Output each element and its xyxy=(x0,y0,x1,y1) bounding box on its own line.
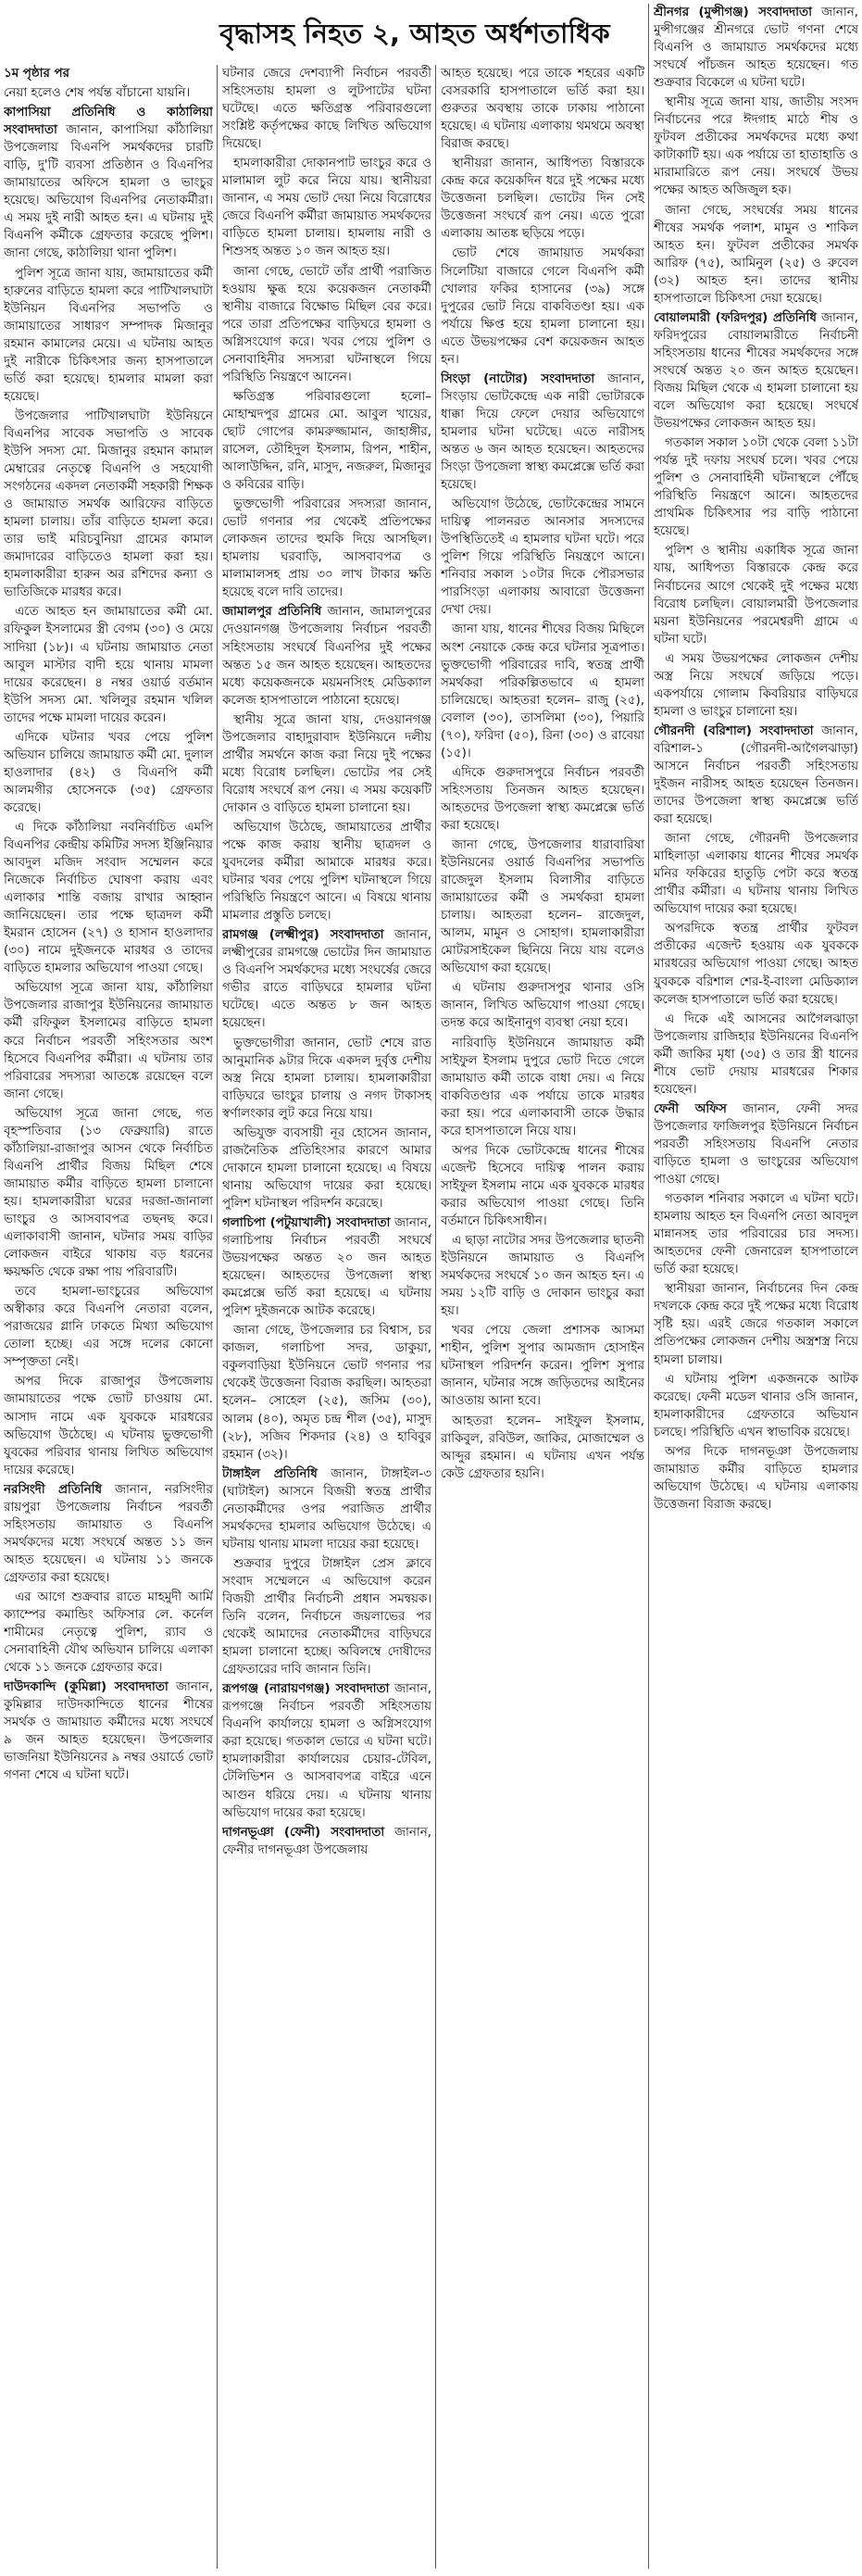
paragraph: অপর দিকে রাজাপুর উপজেলায় জামায়াতের পক্ষে ভোট চাওয়ায় মো. আসাদ নামে এক যুবককে মারধরের অভিযোগ উঠেছে। এ ঘটনায় ভুক্তভোগী যুবকের পরিবার থানায় লিখিত অভিযোগ দায়ের করেছে। xyxy=(4,1375,213,1477)
dateline-paragraph xyxy=(222,926,431,1032)
dateline: দাগনভূঞা (ফেনী) সংবাদদাতা xyxy=(222,1825,385,1840)
dateline-paragraph xyxy=(222,1680,431,1821)
paragraph: হামলাকারীরা দোকানপাট ভাংচুর করে ও মালামাল লুট করে নিয়ে যায়। স্থানীয়রা জানান, এ সময় ভোট দেয়া নিয়ে বিরোধের জেরে বিএনপি কর্মীরা জামায়াত সমর্থকদের বাড়িতে হামলা চালায়। হামলায় নারী ও শিশুসহ অন্তত ১০ জন আহত হয়। xyxy=(222,157,431,259)
dateline: শ্রীনগর (মুন্সীগঞ্জ) সংবাদদাতা xyxy=(654,6,812,19)
paragraph-text: জানান, টাঙ্গাইল-৩ (ঘাটাইল) আসনে বিজয়ী স্বতন্ত্র প্রার্থীর নেতাকর্মীদের ওপর পরাজিত প্রার্থীর সমর্থকদের হামলার অভিযোগ উঠেছে। এ ঘটনায় থানায় মামলা দায়ের করা হয়েছে। xyxy=(222,1466,431,1552)
paragraph: এদিকে গুরুদাসপুরে নির্বাচন পরবর্তী সহিংসতায় তিনজন আহত হয়েছেন। আহতদের উপজেলা স্বাস্থ্য কমপ্লেক্সে ভর্তি করা হয়েছে। xyxy=(441,765,644,833)
dateline: নরসিংদী প্রতিনিধি xyxy=(4,1482,103,1497)
dateline-paragraph xyxy=(441,371,644,494)
paragraph: জানা গেছে, উপজেলার চর বিশ্বাস, চর কাজল, গলাচিপা সদর, ডাকুয়া, বকুলবাড়িয়া ইউনিয়নে ভোট গণনার পর থেকেই উত্তেজনা বিরাজ করছিল। আহতরা হলেন– সোহেল (২৫), জসিম (৩০), আলম (৪০), অমৃত চন্দ্র শীল (৩৫), মাসুদ (২৮), সজিব শিকদার (২৪) ও হাবিবুর রহমান (৩২)। xyxy=(222,1324,431,1462)
article-column-1 xyxy=(4,65,213,2570)
paragraph: ভুক্তভোগী পরিবারের সদস্যরা জানান, ভোট গণনার পর থেকেই প্রতিপক্ষের লোকজন তাদের হুমকি দিয়ে আসছিল। হামলায় ঘরবাড়ি, আসবাবপত্র ও মালামালসহ প্রায় ৩০ লাখ টাকার ক্ষতি হয়েছে বলে দাবি তাদের। xyxy=(222,497,431,600)
dateline: জামালপুর প্রতিনিধি xyxy=(222,605,322,620)
dateline-paragraph xyxy=(222,1214,431,1320)
paragraph-text: জানান, কাপাসিয়া কাঁঠালিয়া উপজেলায় বিএনপি সমর্থকদের চারটি বাড়ি, দু'টি ব্যবসা প্রতিষ্ঠান ও বিএনপির জামায়াতের অফিসে হামলা ও ভাংচুর হয়েছে। অভিযোগ বিএনপির নেতাকর্মীরা। এ সময় দুই নারী আহত হন। এ ঘটনায় দুই বিএনপি কর্মীকে গ্রেফতার করেছে পুলিশ। জানা গেছে, কাঠালিয়া থানা পুলিশ। xyxy=(4,123,213,261)
paragraph: এতে আহত হন জামায়াতের কর্মী মো. রফিকুল ইসলামের স্ত্রী বেগম (৩০) ও মেয়ে সাদিয়া (১৮)। এ ঘটনায় জামায়াত নেতা আবুল মাস্টার বাদী হয়ে থানায় মামলা দায়ের করেছেন। ৪ নম্বর ওয়ার্ড বর্তমান ইউপি সদস্য মো. খলিলুর রহমান খলিল তাদের পক্ষে মামলা দায়ের করেন। xyxy=(4,605,213,725)
paragraph: পুলিশ সূত্রে জানা যায়, জামায়াতের কর্মী হারুনের বাড়িতে হামলা করে পাটিখালঘাটা ইউনিয়ন বিএনপির সভাপতি ও জামায়াতের সাধারণ সম্পাদক মিজানুর রহমান কামালের মেয়ে। এ ঘটনায় আহত দুই নারীকে চিকিৎসার জন্য হাসপাতালে ভর্তি করা হয়েছে। হামলার মামলা করা হয়েছে। xyxy=(4,266,213,404)
paragraph-text: জানান, ফরিদপুরের বোয়ালমারীতে নির্বাচনী সহিংসতায় ধানের শীষের সমর্থকদের সঙ্গে সংঘর্ষে অন্তত ২০ জন আহত হয়েছেন। বিজয় মিছিল থেকে এ হামলা চালানো হয় বলে অভিযোগ করা হয়েছে। সংঘর্ষে উভয়পক্ষের লোকজন আহত হয়। xyxy=(654,310,858,432)
paragraph: জানা যায়, ধানের শীষের বিজয় মিছিলে অংশ নেয়াকে কেন্দ্র করে ঘটনার সূত্রপাত। ভুক্তভোগী পরিবারের দাবি, স্বতন্ত্র প্রার্থী সমর্থকরা পরিকল্পিতভাবে এ হামলা চালিয়েছে। আহতরা হলেন– রাজু (২৫), বেলাল (৩০), তাসলিমা (৩০), পিয়ারি (৭০), ফরিদা (৫০), রিনা (৩০) ও রাবেয়া (১৫)। xyxy=(441,622,644,760)
dateline: দাউদকান্দি (কুমিল্লা) সংবাদদাতা xyxy=(4,1680,169,1695)
paragraph: স্থানীয়রা জানান, আধিপত্য বিস্তারকে কেন্দ্র করে কয়েকদিন ধরে দুই পক্ষের মধ্যে উত্তেজনা চলছিল। ভোটের দিন সেই উত্তেজনা সংঘর্ষে রূপ নেয়। এতে পুরো এলাকায় আতঙ্ক ছড়িয়ে পড়ে। xyxy=(441,157,644,242)
paragraph-text: জানান, কুমিল্লার দাউদকান্দিতে ধানের শীষের সমর্থক ও জামায়াত কর্মীদের মধ্যে সংঘর্ষে ৯ জন আহত হয়েছেন। উপজেলার ভাজনিয়া ইউনিয়নের ৯ নম্বর ওয়ার্ডে ভোট গণনা শেষে এ ঘটনা ঘটে। xyxy=(4,1680,213,1783)
dateline-paragraph xyxy=(654,1100,858,1188)
paragraph-text: জানান, ফেনী সদর উপজেলার ফাজিলপুর ইউনিয়নে নির্বাচন পরবর্তী সহিংসতায় বিএনপি নেতার বাড়িতে হামলা ও ভাংচুরের অভিযোগ পাওয়া গেছে। xyxy=(654,1101,858,1187)
paragraph-text: জানান, নরসিংদীর রায়পুরা উপজেলায় নির্বাচন পরবর্তী সহিংসতায় জামায়াত ও বিএনপি সমর্থকদের মধ্যে সংঘর্ষে অন্তত ১১ জন আহত হয়েছেন। এ ঘটনায় ১১ জনকে গ্রেফতার করা হয়েছে। xyxy=(4,1482,213,1585)
article-column-2 xyxy=(222,65,431,2570)
dateline: কাপাসিয়া প্রতিনিধি ও কাঠালিয়া সংবাদদাতা xyxy=(4,106,213,138)
paragraph-text: জানান, সিংড়ায় ভোটকেন্দ্রে এক নারী ভোটারকে ধাক্কা দিয়ে ফেলে দেয়ার অভিযোগে হামলার ঘটনা ঘটেছে। এতে নারীসহ অন্তত ৬ জন আহত হয়েছেন। আহতদের সিংড়া উপজেলা স্বাস্থ্য কমপ্লেক্সে ভর্তি করা হয়েছে। xyxy=(441,371,644,493)
paragraph: ভুক্তভোগীরা জানান, ভোট শেষে রাত আনুমানিক ৯টার দিকে একদল দুর্বৃত্ত দেশীয় অস্ত্র নিয়ে হামলা চালায়। হামলাকারীরা বাড়িঘরে ভাংচুর চালায় ও নগদ টাকাসহ স্বর্ণালংকার লুট করে নিয়ে যায়। xyxy=(222,1036,431,1121)
paragraph: এ সময় উভয়পক্ষের লোকজন দেশীয় অস্ত্র নিয়ে সংঘর্ষে জড়িয়ে পড়ে। একপর্যায়ে গোলাম কিবরিয়ার বাড়িঘরে হামলা ও ভাংচুর চালানো হয়। xyxy=(654,651,858,719)
headline: বৃদ্ধাসহ নিহত ২, আহত অর্ধশতাধিক xyxy=(219,18,610,49)
dateline: বোয়ালমারী (ফরিদপুর) প্রতিনিধি xyxy=(654,310,817,325)
paragraph: জানা গেছে, ভোটে তাঁর প্রার্থী পরাজিত হওয়ায় ক্ষুব্ধ হয়ে কয়েকজন নেতাকর্মী স্থানীয় বাজারে বিক্ষোভ মিছিল বের করে। পরে তারা প্রতিপক্ষের বাড়িঘরে হামলা ও অগ্নিসংযোগ করে। খবর পেয়ে পুলিশ ও সেনাবাহিনীর সদস্যরা ঘটনাস্থলে গিয়ে পরিস্থিতি নিয়ন্ত্রণে আনেন। xyxy=(222,264,431,384)
paragraph: ভোট শেষে জামায়াত সমর্থকরা সিলেটিয়া বাজারে গেলে বিএনপি কর্মী খোলার ফকির হাসানের (৩৯) সঙ্গে দুপুরের ভোট নিয়ে বাকবিতণ্ডা হয়। এক পর্যায়ে ক্ষিপ্ত হয়ে হামলা চালানো হয়। এতে উভয়পক্ষের বেশ কয়েকজন আহত হন। xyxy=(441,246,644,367)
paragraph: এ ঘটনায় গুরুদাসপুর থানার ওসি জানান, লিখিত অভিযোগ পাওয়া গেছে। তদন্ত করে আইনানুগ ব্যবস্থা নেয়া হবে। xyxy=(441,981,644,1031)
paragraph: আহত হয়েছে। পরে তাকে শহরের একটি বেসরকারি হাসপাতালে ভর্তি করা হয়। গুরুতর অবস্থায় তাকে ঢাকায় পাঠানো হয়েছে। এ ঘটনায় এলাকায় থমথমে অবস্থা বিরাজ করছে। xyxy=(441,67,644,152)
paragraph: জানা গেছে, উপজেলার ধারাবারিষা ইউনিয়নের ওয়ার্ড বিএনপির সভাপতি রাজেদুল ইসলাম বিলাসীর বাড়িতে জামায়াতের কর্মী ও সমর্থকরা হামলা চালায়। আহতরা হলেন– রাজেদুল, আলম, মামুন ও সোহাগ। হামলাকারীরা মোটরসাইকেল ছিনিয়ে নিয়ে যায় বলেও অভিযোগ করা হয়েছে। xyxy=(441,838,644,976)
paragraph: অপর দিকে দাগনভূঞা উপজেলায় জামায়াত কর্মীর বাড়িতে হামলার অভিযোগ উঠেছে। এ ঘটনায় এলাকায় উত্তেজনা বিরাজ করছে। xyxy=(654,1444,858,1512)
paragraph: নারিবাড়ি ইউনিয়নে জামায়াত কর্মী সাইফুল ইসলাম দুপুরে ভোট দিতে গেলে জামায়াত কর্মী তাকে বাধা দেয়। এ নিয়ে বাকবিতণ্ডার এক পর্যায়ে তাকে মারধর করা হয়। পরে এলাকাবাসী তাকে উদ্ধার করে হাসপাতালে নিয়ে যায়। xyxy=(441,1036,644,1138)
continuation-label: ১ম পৃষ্ঠার পর xyxy=(4,67,69,81)
paragraph: শুক্রবার দুপুরে টাঙ্গাইল প্রেস ক্লাবে সংবাদ সম্মেলনে এ অভিযোগ করেন বিজয়ী প্রার্থীর নির্বাচনী প্রধান সমন্বয়ক। তিনি বলেন, নির্বাচনে জয়লাভের পর থেকেই আমাদের নেতাকর্মীদের বাড়িঘরে হামলা চালানো হচ্ছে। অবিলম্বে দোষীদের গ্রেফতারের দাবি জানান তিনি। xyxy=(222,1556,431,1678)
paragraph: অভিযোগ উঠেছে, ভোটকেন্দ্রের সামনে দায়িত্ব পালনরত আনসার সদস্যদের উপস্থিতিতেই এ হামলার ঘটনা ঘটে। পরে পুলিশ গিয়ে পরিস্থিতি নিয়ন্ত্রণে আনে। শনিবার সকাল ১০টার দিকে পৌরসভার পারসিংড়া এলাকায় আবারো উত্তেজনা দেখা দেয়। xyxy=(441,497,644,618)
paragraph: এ ছাড়া নাটোর সদর উপজেলার ছাতনী ইউনিয়নে জামায়াত ও বিএনপি সমর্থকদের সংঘর্ষে ১০ জন আহত হন। এ সময় ১২টি বাড়ি ও দোকান ভাংচুর করা হয়। xyxy=(441,1234,644,1319)
paragraph: জানা গেছে, গৌরনদী উপজেলার মাহিলাড়া এলাকায় ধানের শীষের সমর্থক মনির ফকিরের হাতুড়ি পেটা করে স্বতন্ত্র প্রার্থীর কর্মীরা। এ ঘটনায় থানায় লিখিত অভিযোগ দায়ের করা হয়েছে। xyxy=(654,832,858,917)
dateline: গলাচিপা (পটুয়াখালী) সংবাদদাতা xyxy=(222,1216,391,1230)
paragraph: অপরদিকে স্বতন্ত্র প্রার্থীর ফুটবল প্রতীকের এজেন্ট হওয়ায় এক যুবককে মারধরের অভিযোগ পাওয়া গেছে। আহত যুবককে বরিশাল শের-ই-বাংলা মেডিক্যাল কলেজ হাসপাতালে ভর্তি করা হয়েছে। xyxy=(654,922,858,1007)
paragraph: এ দিকে এই আসনের আগৈলঝাড়া উপজেলায় রাজিহার ইউনিয়নের বিএনপি কর্মী জাকির মৃধা (৩৫) ও তার স্ত্রী ধানের শীষে ভোট দেয়ায় মারধরের শিকার হয়েছেন। xyxy=(654,1012,858,1097)
dateline: রূপগঞ্জ (নারায়ণগঞ্জ) সংবাদদাতা xyxy=(222,1682,390,1697)
paragraph: এ ঘটনায় পুলিশ একজনকে আটক করেছে। ফেনী মডেল থানার ওসি জানান, হামলাকারীদের গ্রেফতারে অভিযান চলছে। পরিস্থিতি এখন স্বাভাবিক রয়েছে। xyxy=(654,1372,858,1439)
article-column-3 xyxy=(441,65,644,2570)
dateline: সিংড়া (নাটোর) সংবাদদাতা xyxy=(441,371,595,386)
dateline: ফেনী অফিস xyxy=(654,1101,727,1116)
paragraph: উপজেলার পাটিখালঘাটা ইউনিয়নে বিএনপির সাবেক সভাপতি ও সাবেক ইউপি সদস্য মো. মিজানুর রহমান কামাল মেম্বারের নেতৃত্বে বিএনপি ও সহযোগী সংগঠনের একদল নেতাকর্মী সহকারী শিক্ষক ও জামায়াত সমর্থক আরিফের বাড়িতে হামলা চালায়। তাঁর বাড়িতে হামলা করে। তার ভাই মরিচবুনিয়া গ্রামের কামাল জমাদারের বাড়িতেও হামলা করা হয়। হামলাকারীরা হারুন অর রশিদের কন্যা ও ভাতিজিকে মারধর করে। xyxy=(4,408,213,600)
paragraph: গতকাল শনিবার সকালে এ ঘটনা ঘটে। হামলায় আহত হন বিএনপি নেতা আবদুল মান্নানসহ তার পরিবারের চার সদস্য। আহতদের ফেনী জেনারেল হাসপাতালে ভর্তি করা হয়েছে। xyxy=(654,1192,858,1277)
dateline-paragraph xyxy=(654,4,858,92)
paragraph: নেয়া হলেও শেষ পর্যন্ত বাঁচানো যায়নি। xyxy=(4,86,191,101)
paragraph-text: জানান, জামালপুরের দেওয়ানগঞ্জ উপজেলায় নির্বাচন পরবর্তী সহিংসতায় সংঘর্ষে বিএনপির দুই পক্ষের অন্তত ১৫ জন আহত হয়েছেন। আহতদের মধ্যে কয়েকজনকে ময়মনসিংহ মেডিক্যাল কলেজ হাসপাতালে পাঠানো হয়েছে। xyxy=(222,605,431,708)
paragraph: স্থানীয়রা জানান, নির্বাচনের দিন কেন্দ্র দখলকে কেন্দ্র করে দুই পক্ষের মধ্যে বিরোধ সৃষ্টি হয়। এরই জেরে গতকাল সকালে প্রতিপক্ষের লোকজন দেশীয় অস্ত্রশস্ত্র নিয়ে হামলা চালায়। xyxy=(654,1282,858,1367)
paragraph: পুলিশ ও স্থানীয় একাধিক সূত্রে জানা যায়, আধিপত্য বিস্তারকে কেন্দ্র করে নির্বাচনের আগে থেকেই দুই পক্ষের মধ্যে বিরোধ চলছিল। বোয়ালমারী উপজেলার ময়না ইউনিয়নের পরমেশ্বরদী গ্রামে এ ঘটনা ঘটে। xyxy=(654,544,858,647)
paragraph: অপর দিকে ভোটকেন্দ্রে ধানের শীষের এজেন্ট হিসেবে দায়িত্ব পালন করায় সাইফুল ইসলাম নামে এক যুবককে মারধর করার অভিযোগ পাওয়া গেছে। তিনি বর্তমানে চিকিৎসাধীন। xyxy=(441,1143,644,1228)
column-rule xyxy=(217,65,218,2569)
paragraph: স্থানীয় সূত্রে জানা যায়, দেওয়ানগঞ্জ উপজেলার বাহাদুরাবাদ ইউনিয়নে দলীয় প্রার্থীর সমর্থনে কাজ করা নিয়ে দুই পক্ষের মধ্যে বিরোধ চলছিল। ভোটের পর সেই বিরোধ সংঘর্ষে রূপ নেয়। এ সময় কয়েকটি দোকান ও বাড়িতে হামলা চালানো হয়। xyxy=(222,712,431,815)
column-rule xyxy=(648,4,649,2569)
dateline-paragraph xyxy=(222,1465,431,1553)
paragraph-text: জানান, বরিশাল-১ (গৌরনদী-আগৈলঝাড়া) আসনে নির্বাচন পরবর্তী সহিংসতায় দুইজন নারীসহ আহত হয়েছেন তিনজন। তাদের উপজেলা স্বাস্থ্য কমপ্লেক্সে ভর্তি করা হয়েছে। xyxy=(654,723,858,827)
paragraph: গতকাল সকাল ১০টা থেকে বেলা ১১টা পর্যন্ত দুই দফায় সংঘর্ষ চলে। খবর পেয়ে পুলিশ ও সেনাবাহিনী ঘটনাস্থলে পৌঁছে পরিস্থিতি নিয়ন্ত্রণে আনে। আহতদের প্রাথমিক চিকিৎসার পর বাড়ি পাঠানো হয়েছে। xyxy=(654,436,858,539)
paragraph: অভিযোগ সূত্রে জানা যায়, কাঁঠালিয়া উপজেলার রাজাপুর ইউনিয়নের জামায়াত কর্মী রফিকুল ইসলামের বাড়িতে হামলা করে নির্বাচন পরবর্তী সহিংসতার অংশ হিসেবে বিএনপির কর্মীরা। এ ঘটনায় তার পরিবারের সদস্যরা আতঙ্কে রয়েছেন বলে জানা গেছে। xyxy=(4,981,213,1101)
paragraph: ঘটনার জেরে দেশব্যাপী নির্বাচন পরবর্তী সহিংসতায় হামলা ও লুটপাটের ঘটনা ঘটেছে। এতে ক্ষতিগ্রস্ত পরিবারগুলো সংশ্লিষ্ট কর্তৃপক্ষের কাছে লিখিত অভিযোগ দিয়েছে। xyxy=(222,67,431,152)
dateline-paragraph xyxy=(654,309,858,433)
paragraph: এদিকে ঘটনার খবর পেয়ে পুলিশ অভিযান চালিয়ে জামায়াত কর্মী মো. দুলাল হাওলাদার (৪২) ও বিএনপি কর্মী আলমগীর হোসেনকে (৩৫) গ্রেফতার করেছে। xyxy=(4,730,213,815)
dateline: রামগঞ্জ (লক্ষ্মীপুর) সংবাদদাতা xyxy=(222,928,384,943)
paragraph: এ দিকে কাঁঠালিয়া নবনির্বাচিত এমপি বিএনপির কেন্দ্রীয় কমিটির সদস্য ইঞ্জিনিয়ার আবদুল মজিদ সংবাদ সম্মেলন করে নিজেকে নির্বাচিত ঘোষণা করায় এবং এলাকার শান্তি বজায় রাখার আহ্বান জানিয়েছেন। তার পক্ষে ছাত্রদল কর্মী ইমরান হোসেন (২৭) ও হাসান হাওলাদার (৩০) নামে দুইজনকে মারধর ও তাদের বাড়িতে হামলার অভিযোগ পাওয়া গেছে। xyxy=(4,820,213,976)
paragraph: স্থানীয় সূত্রে জানা যায়, জাতীয় সংসদ নির্বাচনের পরে ঈদগাহ মাঠে শীষ ও ফুটবল প্রতীকের সমর্থকদের মধ্যে কথা কাটাকাটি হয়। এক পর্যায়ে তা হাতাহাতি ও মারামারিতে রূপ নেয়। সংঘর্ষে উভয় পক্ষের আহত অজিজুল হক। xyxy=(654,95,858,198)
paragraph: অভিযোগ সূত্রে জানা গেছে, গত বৃহস্পতিবার (১৩ ফেব্রুয়ারি) রাতে কাঁঠালিয়া-রাজাপুর আসন থেকে নির্বাচিত বিএনপি প্রার্থীর বিজয় মিছিল শেষে জামায়াত কর্মীর বাড়িতে হামলা চালানো হয়। হামলাকারীরা ঘরের দরজা-জানালা ভাংচুর ও আসবাবপত্র তছনছ করে। এলাকাবাসী জানান, ঘটনার সময় বাড়ির লোকজন বাইরে থাকায় বড় ধরনের ক্ষয়ক্ষতি থেকে রক্ষা পায় পরিবারটি। xyxy=(4,1106,213,1280)
dateline-paragraph xyxy=(222,1824,431,1859)
column-rule xyxy=(435,65,436,2569)
dateline-paragraph xyxy=(4,104,213,262)
dateline-paragraph xyxy=(4,1481,213,1587)
dateline: টাঙ্গাইল প্রতিনিধি xyxy=(222,1466,318,1481)
dateline-paragraph xyxy=(4,1678,213,1784)
paragraph: জানা গেছে, সংঘর্ষের সময় ধানের শীষের সমর্থক পলাশ, মামুন ও শাকিল আহত হন। ফুটবল প্রতীকের সমর্থক আরিফ (৭৫), আমিনুল (২৫) ও রুবেল (৩২) আহত হন। তাদের স্থানীয় হাসপাতালে চিকিৎসা দেয়া হয়েছে। xyxy=(654,203,858,306)
paragraph-text: জানান, লক্ষ্মীপুরের রামগঞ্জে ভোটের দিন জামায়াত ও বিএনপি সমর্থকদের মধ্যে সংঘর্ষের জেরে গভীর রাতে বাড়িঘরে হামলার ঘটনা ঘটেছে। এতে অন্তত ৮ জন আহত হয়েছেন। xyxy=(222,928,431,1031)
paragraph: এর আগে শুক্রবার রাতে মাহমুদী আর্মি ক্যাম্পের কমান্ডিং অফিসার লে. কর্নেল শামীমের নেতৃত্বে পুলিশ, র‍্যাব ও সেনাবাহিনী যৌথ অভিযান চালিয়ে এলাকা থেকে ১১ জনকে গ্রেফতার করে। xyxy=(4,1590,213,1676)
dateline: গৌরনদী (বরিশাল) সংবাদদাতা xyxy=(654,723,814,738)
paragraph-text: জানান, রূপগঞ্জে নির্বাচন পরবর্তী সহিংসতায় বিএনপি কার্যালয়ে হামলা ও অগ্নিসংযোগ করা হয়েছে। গতকাল ভোরে এ ঘটনা ঘটে। হামলাকারীরা কার্যালয়ের চেয়ার-টেবিল, টেলিভিশন ও আসবাবপত্র বাইরে এনে আগুন ধরিয়ে দেয়। এ ঘটনায় থানায় অভিযোগ দায়ের করা হয়েছে। xyxy=(222,1682,431,1820)
paragraph: অভিযুক্ত ব্যবসায়ী নূর হোসেন জানান, রাজনৈতিক প্রতিহিংসার কারণে আমার দোকানে হামলা চালানো হয়েছে। এ বিষয়ে থানায় অভিযোগ দায়ের করা হয়েছে। পুলিশ ঘটনাস্থল পরিদর্শন করেছে। xyxy=(222,1125,431,1211)
paragraph: আহতরা হলেন– সাইফুল ইসলাম, রাকিবুল, রবিউল, জাকির, মোজাম্মেল ও আব্দুর রহমান। এ ঘটনায় এখন পর্যন্ত কেউ গ্রেফতার হয়নি। xyxy=(441,1414,644,1481)
paragraph: খবর পেয়ে জেলা প্রশাসক আসমা শাহীন, পুলিশ সুপার আমজাদ হোসাইন ঘটনাস্থল পরিদর্শন করেন। পুলিশ সুপার জানান, ঘটনার সঙ্গে জড়িতদের আইনের আওতায় আনা হবে। xyxy=(441,1324,644,1409)
dateline-paragraph xyxy=(222,603,431,709)
paragraph: অভিযোগ উঠেছে, জামায়াতের প্রার্থীর পক্ষে কাজ করায় স্থানীয় ছাত্রদল ও যুবদলের কর্মীরা আমাকে মারধর করে। ঘটনার খবর পেয়ে পুলিশ ঘটনাস্থলে গিয়ে পরিস্থিতি নিয়ন্ত্রণে আনে। এ বিষয়ে থানায় মামলার প্রস্তুতি চলছে। xyxy=(222,820,431,924)
paragraph-text: জানান, গলাচিপায় নির্বাচন পরবর্তী সংঘর্ষে উভয়পক্ষের অন্তত ২০ জন আহত হয়েছেন। আহতদের উপজেলা স্বাস্থ্য কমপ্লেক্সে ভর্তি করা হয়েছে। এ ঘটনায় পুলিশ দুইজনকে আটক করেছে। xyxy=(222,1216,431,1319)
paragraph-text: জানান, ফেনীর দাগনভূঞা উপজেলায় xyxy=(222,1825,431,1857)
paragraph: তবে হামলা-ভাংচুরের অভিযোগ অস্বীকার করে বিএনপি নেতারা বলেন, পরাজয়ের গ্লানি ঢাকতে মিথ্যা অভিযোগ তোলা হচ্ছে। এর সঙ্গে দলের কোনো সম্পৃক্ততা নেই। xyxy=(4,1285,213,1370)
dateline-paragraph xyxy=(654,723,858,828)
paragraph-text: জানান, মুন্সীগঞ্জের শ্রীনগরে ভোট গণনা শেষে বিএনপি ও জামায়াত সমর্থকদের মধ্যে সংঘর্ষে পাঁচজন আহত হয়েছেন। গত শুক্রবার বিকেলে এ ঘটনা ঘটে। xyxy=(654,6,858,91)
article-column-4 xyxy=(654,4,858,2570)
paragraph: ক্ষতিগ্রস্ত পরিবারগুলো হলো– মোহাম্মদপুর গ্রামের মো. আবুল খায়ের, ছোট গোপের কামরুজ্জামান, জাহাঙ্গীর, রাসেল, তৌহিদুল ইসলাম, রিপন, শাহীন, আলাউদ্দিন, রনি, মাসুদ, নজরুল, মিজানুর ও কবিরের বাড়ি। xyxy=(222,389,431,493)
